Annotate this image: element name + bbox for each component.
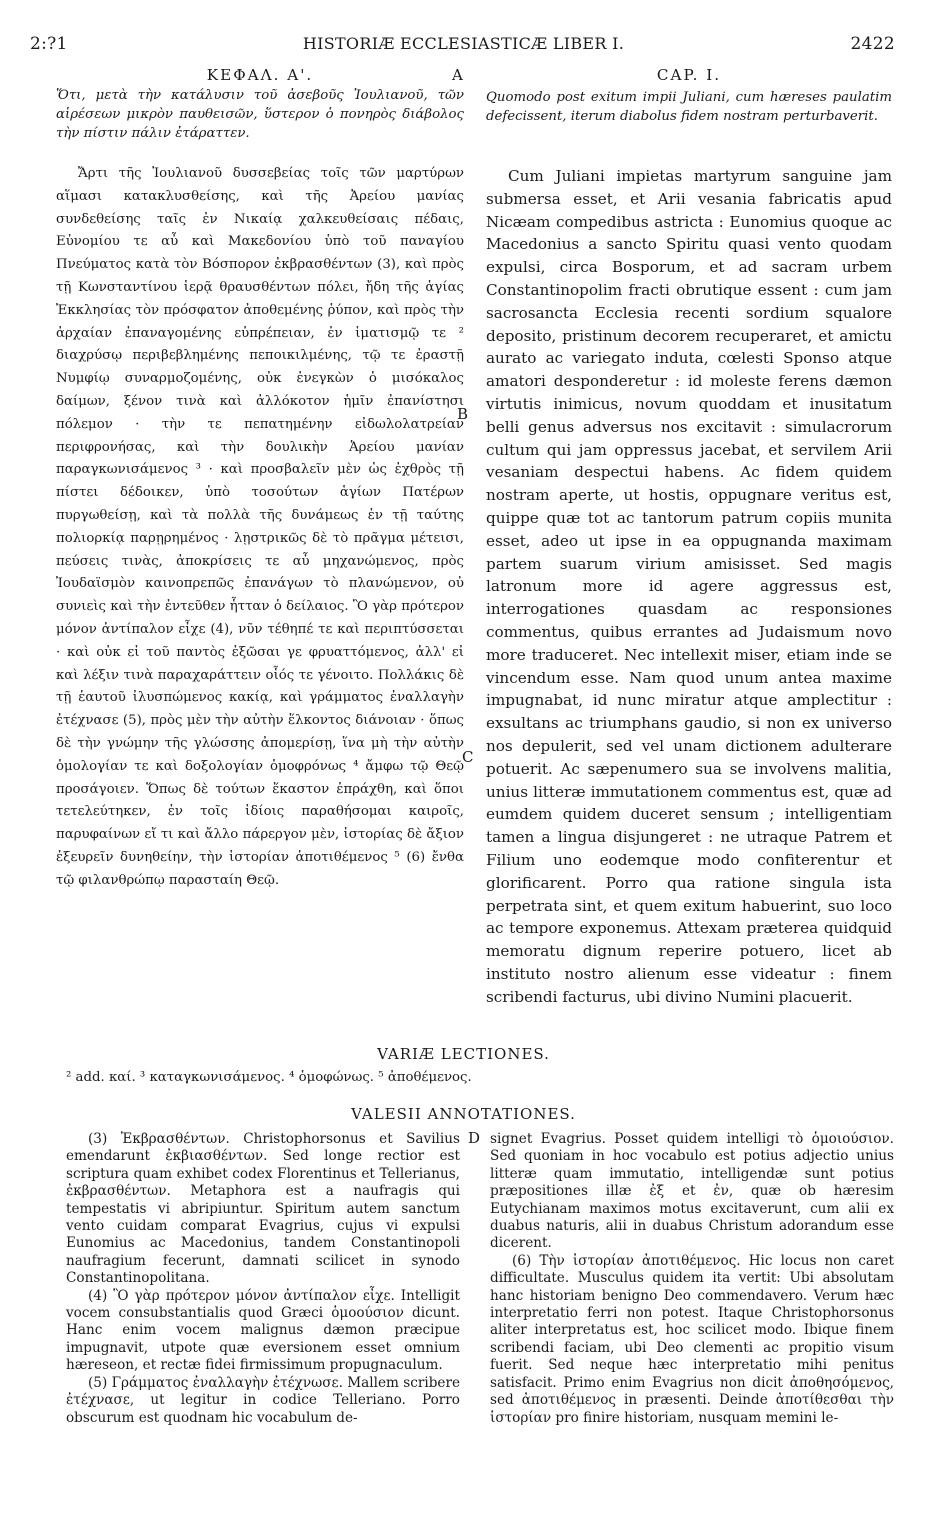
greek-chapter-heading: ΚΕΦΑΛ. Α'. [206, 66, 314, 84]
annotation-6: (6) Τὴν ἱστορίαν ἀποτιθέμενος. Hic locus non caret difficultate. Musculus quidem ita vertit: Ubi absolutam hanc historiam benigno Deo commendavero. Verum hæc interpretatio ferri non potest. Itaque Christophorsonus aliter interpretatus est, hoc scilicet modo. Ibique finem scribendi faciam, ubi Deo clementi ac propitio visum fuerit. Sed neque hæc interpretatio mihi penitus satisfacit. Primo enim Evagrius non dicit ἀποθησόμενος, sed ἀποτιθέμενος in præsenti. Deinde ἀποτίθεσθαι τὴν ἱστορίαν pro finire historiam, nusquam memini le- [490, 1252, 894, 1426]
variae-lectiones-heading: VARIÆ LECTIONES. [377, 1045, 550, 1063]
greek-chapter-summary: Ὅτι, μετὰ τὴν κατάλυσιν τοῦ ἀσεβοῦς Ἰουλιανοῦ, τῶν αἱρέσεων μικρὸν παυθεισῶν, ὕστερον ὁ πονηρὸς διάβολος τὴν πίστιν πάλιν ἐτάραττεν. [56, 88, 464, 141]
latin-body-text: Cum Juliani impietas martyrum sanguine jam submersa esset, et Arii vesania fabricatis apud Nicæam compedibus astricta : Eunomius quoque ac Macedonius a sancto Spiritu quasi vento quodam expulsi, circa Bosporum, et ad sacram urbem Constantinopolim fracti obrutique essent : cum jam sacrosancta Ecclesia recenti sordium squalore deposito, pristinum decorem recuperaret, et amictu aurato ac variegato induta, cœlesti Sponso atque amatori desponderetur : id moleste ferens dæmon virtutis inimicus, novum quoddam et inusitatum belli genus adversus nos excitavit : simulacrorum cultum qui jam oppressus jacebat, et servilem Arii vesaniam despectui habens. Ac fidem quidem nostram aperte, ut hostis, oppugnare veritus est, quippe quæ tot ac tantorum patrum copiis munita esset, adeo ut ipse in ea oppugnanda maximam partem suarum virium amisisset. Sed magis latronum more id agere aggressus est, interrogationes quasdam ac responsiones commentus, quibus errantes ad Judaismum novo more traduceret. Nec intellexit miser, etiam inde se vincendum esse. Nam quod unum antea maxime impugnabat, id nunc miratur atque amplectitur : exsultans ac triumphans gaudio, si non ex universo nos depulerit, sed vel unam dictionem adulterare potuerit. Ac sæpenumero sua se involvens malitia, unius litteræ immutationem commentus est, quæ ad eumdem quidem duceret sensum ; intelligentiam tamen a lingua disjungeret : ne utraque Patrem et Filium uno eodemque modo confiterentur et glorificarent. Porro qua ratione singula ista perpetrata sint, et quem exitum habuerint, suo loco ac tempore exponemus. Attexam præterea quidquid memoratu dignum reperire potuero, licet ab instituto nostro alienum esse videatur : finem scribendi facturus, ubi divino Numini placuerit. [486, 167, 892, 1006]
variae-lectiones-text: ² add. καί. ³ καταγκωνισάμενος. ⁴ ὁμοφώνως. ⁵ ἀποθέμενος. [66, 1070, 472, 1085]
page-number-left: 2:?1 [30, 34, 68, 54]
margin-letter-a: A [452, 66, 463, 84]
annotation-5-continued: signet Evagrius. Posset quidem intelligi τὸ ὁμοιούσιον. Sed quoniam in hoc vocabulo est potius adjectio unius litteræ quam immutatio, intelligendæ sunt potius præpositiones illæ ἐξ et ἐν, quæ ob hæresim Eutychianam maximos motus excitaverunt, cum alii ex duabus naturis, alii in duabus Christum adorandum esse dicerent. [490, 1131, 894, 1252]
page-number-right: 2422 [850, 34, 895, 54]
margin-letter-c: C [462, 748, 474, 766]
margin-letter-d: D [468, 1129, 481, 1147]
latin-chapter-heading: CAP. I. [656, 66, 722, 84]
margin-letter-b: B [457, 405, 469, 423]
annotation-5: (5) Γράμματος ἐναλλαγὴν ἐτέχνωσε. Mallem scribere ἐτέχνασε, ut legitur in codice Telleriano. Porro obscurum est quodnam hic vocabulum de- [66, 1374, 460, 1426]
annotations-right-column [490, 1131, 894, 1427]
annotations-heading: VALESII ANNOTATIONES. [351, 1105, 576, 1123]
annotation-4: (4) Ὃ γὰρ πρότερον μόνον ἀντίπαλον εἶχε. Intelligit vocem consubstantialis quod Græci ὁμοούσιον dicunt. Hanc enim vocem malignus dæmon præcipue impugnavit, utpote quæ eversionem esset omnium hæreseon, et rectæ fidei firmissimum propugnaculum. [66, 1287, 460, 1374]
latin-chapter-summary: Quomodo post exitum impii Juliani, cum hæreses paulatim defecissent, iterum diabolus fidem nostram perturbaverit. [486, 90, 892, 124]
running-title: HISTORIÆ ECCLESIASTICÆ LIBER I. [302, 34, 625, 53]
annotations-left-column [66, 1131, 460, 1427]
annotation-3: (3) Ἐκβρασθέντων. Christophorsonus et Savilius emendarunt ἐκβιασθέντων. Sed longe rectior est scriptura quam exhibet codex Florentinus et Tellerianus, ἐκβρασθέντων. Metaphora est a naufragis qui tempestatis vi abripiuntur. Spiritum autem sanctum vento cuidam comparat Evagrius, cujus vi expulsi Eunomius ac Macedonius, tandem Constantinopoli naufragium fecerunt, damnati scilicet in synodo Constantinopolitana. [66, 1131, 460, 1287]
greek-body-text: Ἄρτι τῆς Ἰουλιανοῦ δυσσεβείας τοῖς τῶν μαρτύρων αἵμασι κατακλυσθείσης, καὶ τῆς Ἀρείου μανίας συνδεθείσης ταῖς ἐν Νικαίᾳ χαλκευθείσαις πέδαις, Εὐνομίου τε αὖ καὶ Μακεδονίου ὑπὸ τοῦ παναγίου Πνεύματος κατὰ τὸν Βόσπορον ἐκβρασθέντων (3), καὶ πρὸς τῇ Κωνσταντίνου ἱερᾷ θραυσθέντων πόλει, ἤδη τῆς ἁγίας Ἐκκλησίας τὸν πρόσφατον ἀποθεμένης ῥύπον, καὶ πρὸς τὴν ἀρχαίαν ἐπαναγομένης εὐπρέπειαν, ἐν ἱματισμῷ τε ² διαχρύσῳ περιβεβλημένης πεποικιλμένης, τῷ τε ἐραστῇ Νυμφίῳ συναρμοζομένης, οὐκ ἐνεγκὼν ὁ μισόκαλος δαίμων, ξένον τινὰ καὶ ἀλλόκοτον ἡμῖν ἐπανίστησι πόλεμον · τὴν τε πεπατημένην εἰδωλολατρείαν περιφρονήσας, καὶ τὴν δουλικὴν Ἀρείου μανίαν παραγκωνισάμενος ³ · καὶ προσβαλεῖν μὲν ὡς ἐχθρὸς τῇ πίστει δέδοικεν, ὑπὸ τοσούτων ἁγίων Πατέρων πυργωθείσῃ, καὶ τὰ πολλὰ τῆς δυνάμεως ἐν τῇ ταύτης πολιορκίᾳ παρῃρημένος · λῃστρικῶς δὲ τὸ πρᾶγμα μέτεισι, πεύσεις τινὰς, ἀποκρίσεις τε αὖ μηχανώμενος, πρὸς Ἰουδαϊσμὸν καινοπρεπῶς ἐπανάγων τὸ πλανώμενον, οὐ συνιεὶς καὶ τὴν ἐντεῦθεν ἧτταν ὁ δείλαιος. Ὃ γὰρ πρότερον μόνον ἀντίπαλον εἶχε (4), νῦν τέθηπέ τε καὶ περιπτύσσεται · καὶ οὐκ εἰ τοῦ παντὸς ἐξῶσαι γε φρυαττόμενος, ἀλλ' εἰ καὶ λέξιν τινὰ παραχαράττειν οἷός τε γένοιτο. Πολλάκις δὲ τῇ ἑαυτοῦ ἰλυσπώμενος κακίᾳ, καὶ γράμματος ἐναλλαγὴν ἐτέχνασε (5), πρὸς μὲν τὴν αὐτὴν ἕλκοντος διάνοιαν · ὅπως δὲ τὴν γνώμην τῆς γλώσσης ἀπομερίσῃ, ἵνα μὴ τὴν αὐτὴν ὁμολογίαν τε καὶ δοξολογίαν ὁμοφρόνως ⁴ ἄμφω τῷ Θεῷ προσάγοιεν. Ὅπως δὲ τούτων ἕκαστον ἐπράχθη, καὶ ὅποι τετελεύτηκεν, ἐν τοῖς ἰδίοις παραθήσομαι καιροῖς, παρυφαίνων εἴ τι καὶ ἄλλο πάρεργον μὲν, ἱστορίας δὲ ἄξιον ἐξευρεῖν δυνηθείην, τὴν ἱστορίαν ἀποτιθέμενος ⁵ (6) ἔνθα τῷ φιλανθρώπῳ παρασταίη Θεῷ. [56, 166, 464, 888]
